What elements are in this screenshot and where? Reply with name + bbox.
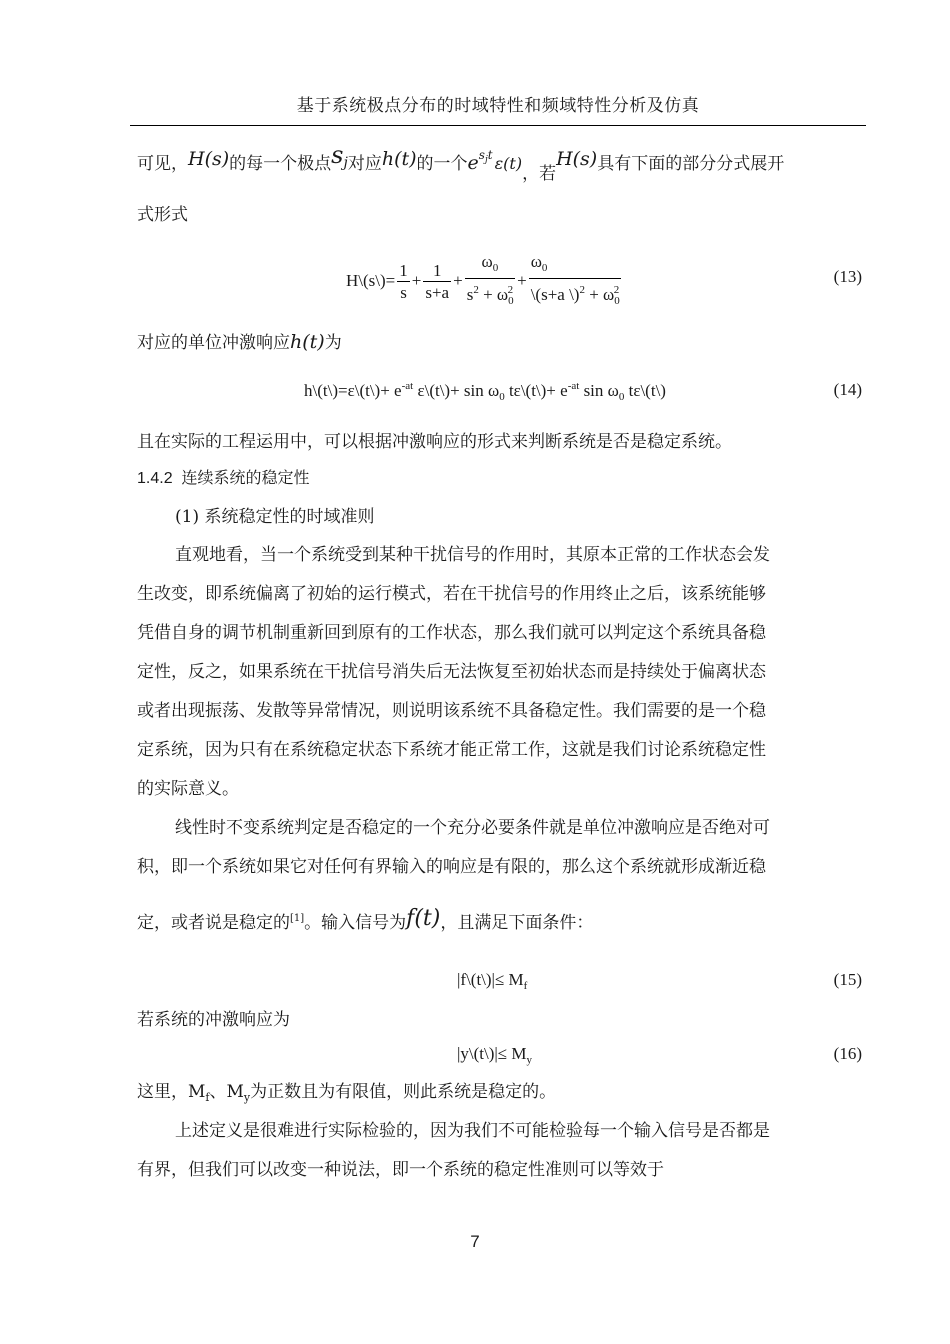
- math-eps: ε(t): [494, 154, 523, 173]
- paragraph-line: [137, 907, 593, 935]
- section-title: 连续系统的稳定性: [181, 470, 310, 487]
- sub: 0: [499, 391, 505, 403]
- paragraph-line: 积，即一个系统如果它对任何有界输入的响应是有限的，那么这个系统就形成渐近稳: [137, 857, 766, 877]
- text: 的每一个极点: [229, 154, 332, 174]
- eq-text: h\(t\)=ε\(t\)+ e: [304, 381, 402, 400]
- fraction: [465, 252, 515, 312]
- math-s: s: [478, 148, 485, 162]
- denominator: s+a: [425, 282, 450, 302]
- paragraph-line: 定性，反之，如果系统在干扰信号消失后无法恢复至初始状态而是持续处于偏离状态: [137, 662, 766, 682]
- text: 为正数且为有限值，则此系统是稳定的。: [250, 1082, 557, 1102]
- text: 可见，: [137, 154, 188, 174]
- equation-13: [346, 252, 623, 312]
- sub: 0: [508, 295, 514, 307]
- math-exp-sup: [478, 148, 493, 165]
- den-b: + ω: [584, 285, 615, 304]
- text: 。输入信号为: [304, 913, 407, 933]
- plus: +: [517, 270, 527, 290]
- omega: ω: [530, 252, 542, 271]
- paragraph-line: 直观地看，当一个系统受到某种干扰信号的作用时，其原本正常的工作状态会发: [175, 545, 770, 565]
- fraction: [529, 252, 622, 312]
- sub: 0: [614, 295, 620, 307]
- denominator: [465, 279, 515, 312]
- paragraph-line: 凭借自身的调节机制重新回到原有的工作状态，那么我们就可以判定这个系统具备稳: [137, 623, 766, 643]
- denominator: [529, 279, 622, 312]
- paragraph-line: [137, 143, 784, 186]
- math-Hs: H(s): [556, 148, 598, 170]
- plus: +: [411, 270, 422, 290]
- text: 这里，M: [137, 1082, 206, 1102]
- omega: ω: [481, 252, 493, 271]
- equation-number: (13): [833, 267, 862, 286]
- denominator: s: [400, 282, 407, 302]
- text: 定，或者说是稳定的: [137, 913, 290, 933]
- sub: 0: [541, 262, 548, 274]
- eq-text: tε\(t\): [624, 381, 666, 400]
- page-number: 7: [470, 1232, 480, 1251]
- running-header: 基于系统极点分布的时域特性和频域特性分析及仿真: [296, 96, 700, 116]
- eq-text: H\(s\)=: [346, 270, 396, 290]
- math-s: s: [331, 141, 344, 169]
- text: ，若: [522, 164, 557, 184]
- text: ，且满足下面条件：: [440, 913, 594, 933]
- math-t: t: [487, 148, 493, 162]
- sub: 0: [492, 262, 499, 274]
- text: 对应: [347, 154, 382, 174]
- den-b: + ω: [478, 285, 509, 304]
- eq-text: ε\(t\)+ sin ω: [413, 381, 500, 400]
- equation-16: [457, 1044, 532, 1066]
- math-j: j: [484, 155, 488, 165]
- math-ht: h(t): [290, 331, 325, 353]
- paragraph-line: 式形式: [137, 205, 188, 225]
- equation-14: [304, 380, 666, 403]
- paragraph-line: 有界，但我们可以改变一种说法，即一个系统的稳定性准则可以等效于: [137, 1160, 664, 1180]
- sup: -at: [401, 380, 414, 392]
- section-number: 1.4.2: [137, 470, 173, 487]
- paragraph-line: [137, 330, 342, 355]
- paragraph-line: 定系统，因为只有在系统稳定状态下系统才能正常工作，这就是我们讨论系统稳定性: [137, 740, 766, 760]
- math-sub-j: j: [343, 155, 348, 171]
- sub: f: [523, 980, 528, 992]
- numerator: 1: [423, 261, 451, 282]
- numerator: [529, 252, 622, 279]
- sub: y: [526, 1054, 532, 1066]
- sub: 0: [618, 391, 625, 403]
- math-e: e: [467, 152, 479, 174]
- text: 的一个: [416, 154, 468, 174]
- math-sj: [331, 141, 348, 169]
- fraction: [397, 261, 410, 304]
- plus: +: [453, 270, 463, 290]
- equation-15: [457, 970, 527, 992]
- paragraph-line: 且在实际的工程运用中，可以根据冲激响应的形式来判断系统是否是稳定系统。: [137, 432, 732, 452]
- paragraph-line: [137, 1080, 556, 1110]
- math-Hs: H(s): [188, 148, 230, 170]
- sub: f: [205, 1091, 210, 1104]
- text: 对应的单位冲激响应: [137, 333, 290, 353]
- eq-text: sin ω: [579, 381, 619, 400]
- fraction: [423, 261, 451, 304]
- math-ft: f(t): [406, 906, 441, 931]
- sub: y: [243, 1091, 251, 1104]
- sup: 2: [507, 284, 514, 296]
- den-a: s: [466, 285, 474, 304]
- header-rule: [130, 125, 866, 126]
- eq-text: |f\(t\)|≤ M: [457, 970, 524, 989]
- paragraph-line: 若系统的冲激响应为: [137, 1010, 290, 1030]
- paragraph-line: 的实际意义。: [137, 779, 239, 799]
- text: 为: [324, 333, 342, 353]
- numerator: 1: [399, 260, 408, 280]
- math-ht: h(t): [381, 148, 417, 170]
- paragraph-line: 或者出现振荡、发散等异常情况，则说明该系统不具备稳定性。我们需要的是一个稳: [137, 701, 766, 721]
- paragraph-line: 上述定义是很难进行实际检验的，因为我们不可能检验每一个输入信号是否都是: [175, 1121, 770, 1141]
- eq-text: |y\(t\)|≤ M: [457, 1044, 527, 1063]
- sup: -at: [567, 380, 580, 392]
- sup: 2: [613, 284, 620, 296]
- text: 具有下面的部分分式展开: [597, 154, 785, 174]
- equation-number: (15): [833, 970, 862, 989]
- subsection-heading: (1) 系统稳定性的时域准则: [175, 507, 375, 527]
- paragraph-line: 生改变，即系统偏离了初始的运行模式，若在干扰信号的作用终止之后，该系统能够: [137, 584, 766, 604]
- section-heading: [137, 467, 310, 491]
- equation-number: (16): [833, 1044, 862, 1063]
- sup: 2: [473, 284, 479, 296]
- equation-number: (14): [833, 380, 862, 399]
- eq-text: tε\(t\)+ e: [504, 381, 568, 400]
- sup: 2: [579, 284, 585, 296]
- math-exp: [467, 148, 523, 174]
- citation: [1]: [290, 913, 305, 924]
- den-a: \(s+a \): [530, 285, 580, 304]
- paragraph-line: 线性时不变系统判定是否稳定的一个充分必要条件就是单位冲激响应是否绝对可: [175, 818, 770, 838]
- text: 、M: [209, 1082, 244, 1102]
- numerator: [465, 252, 515, 279]
